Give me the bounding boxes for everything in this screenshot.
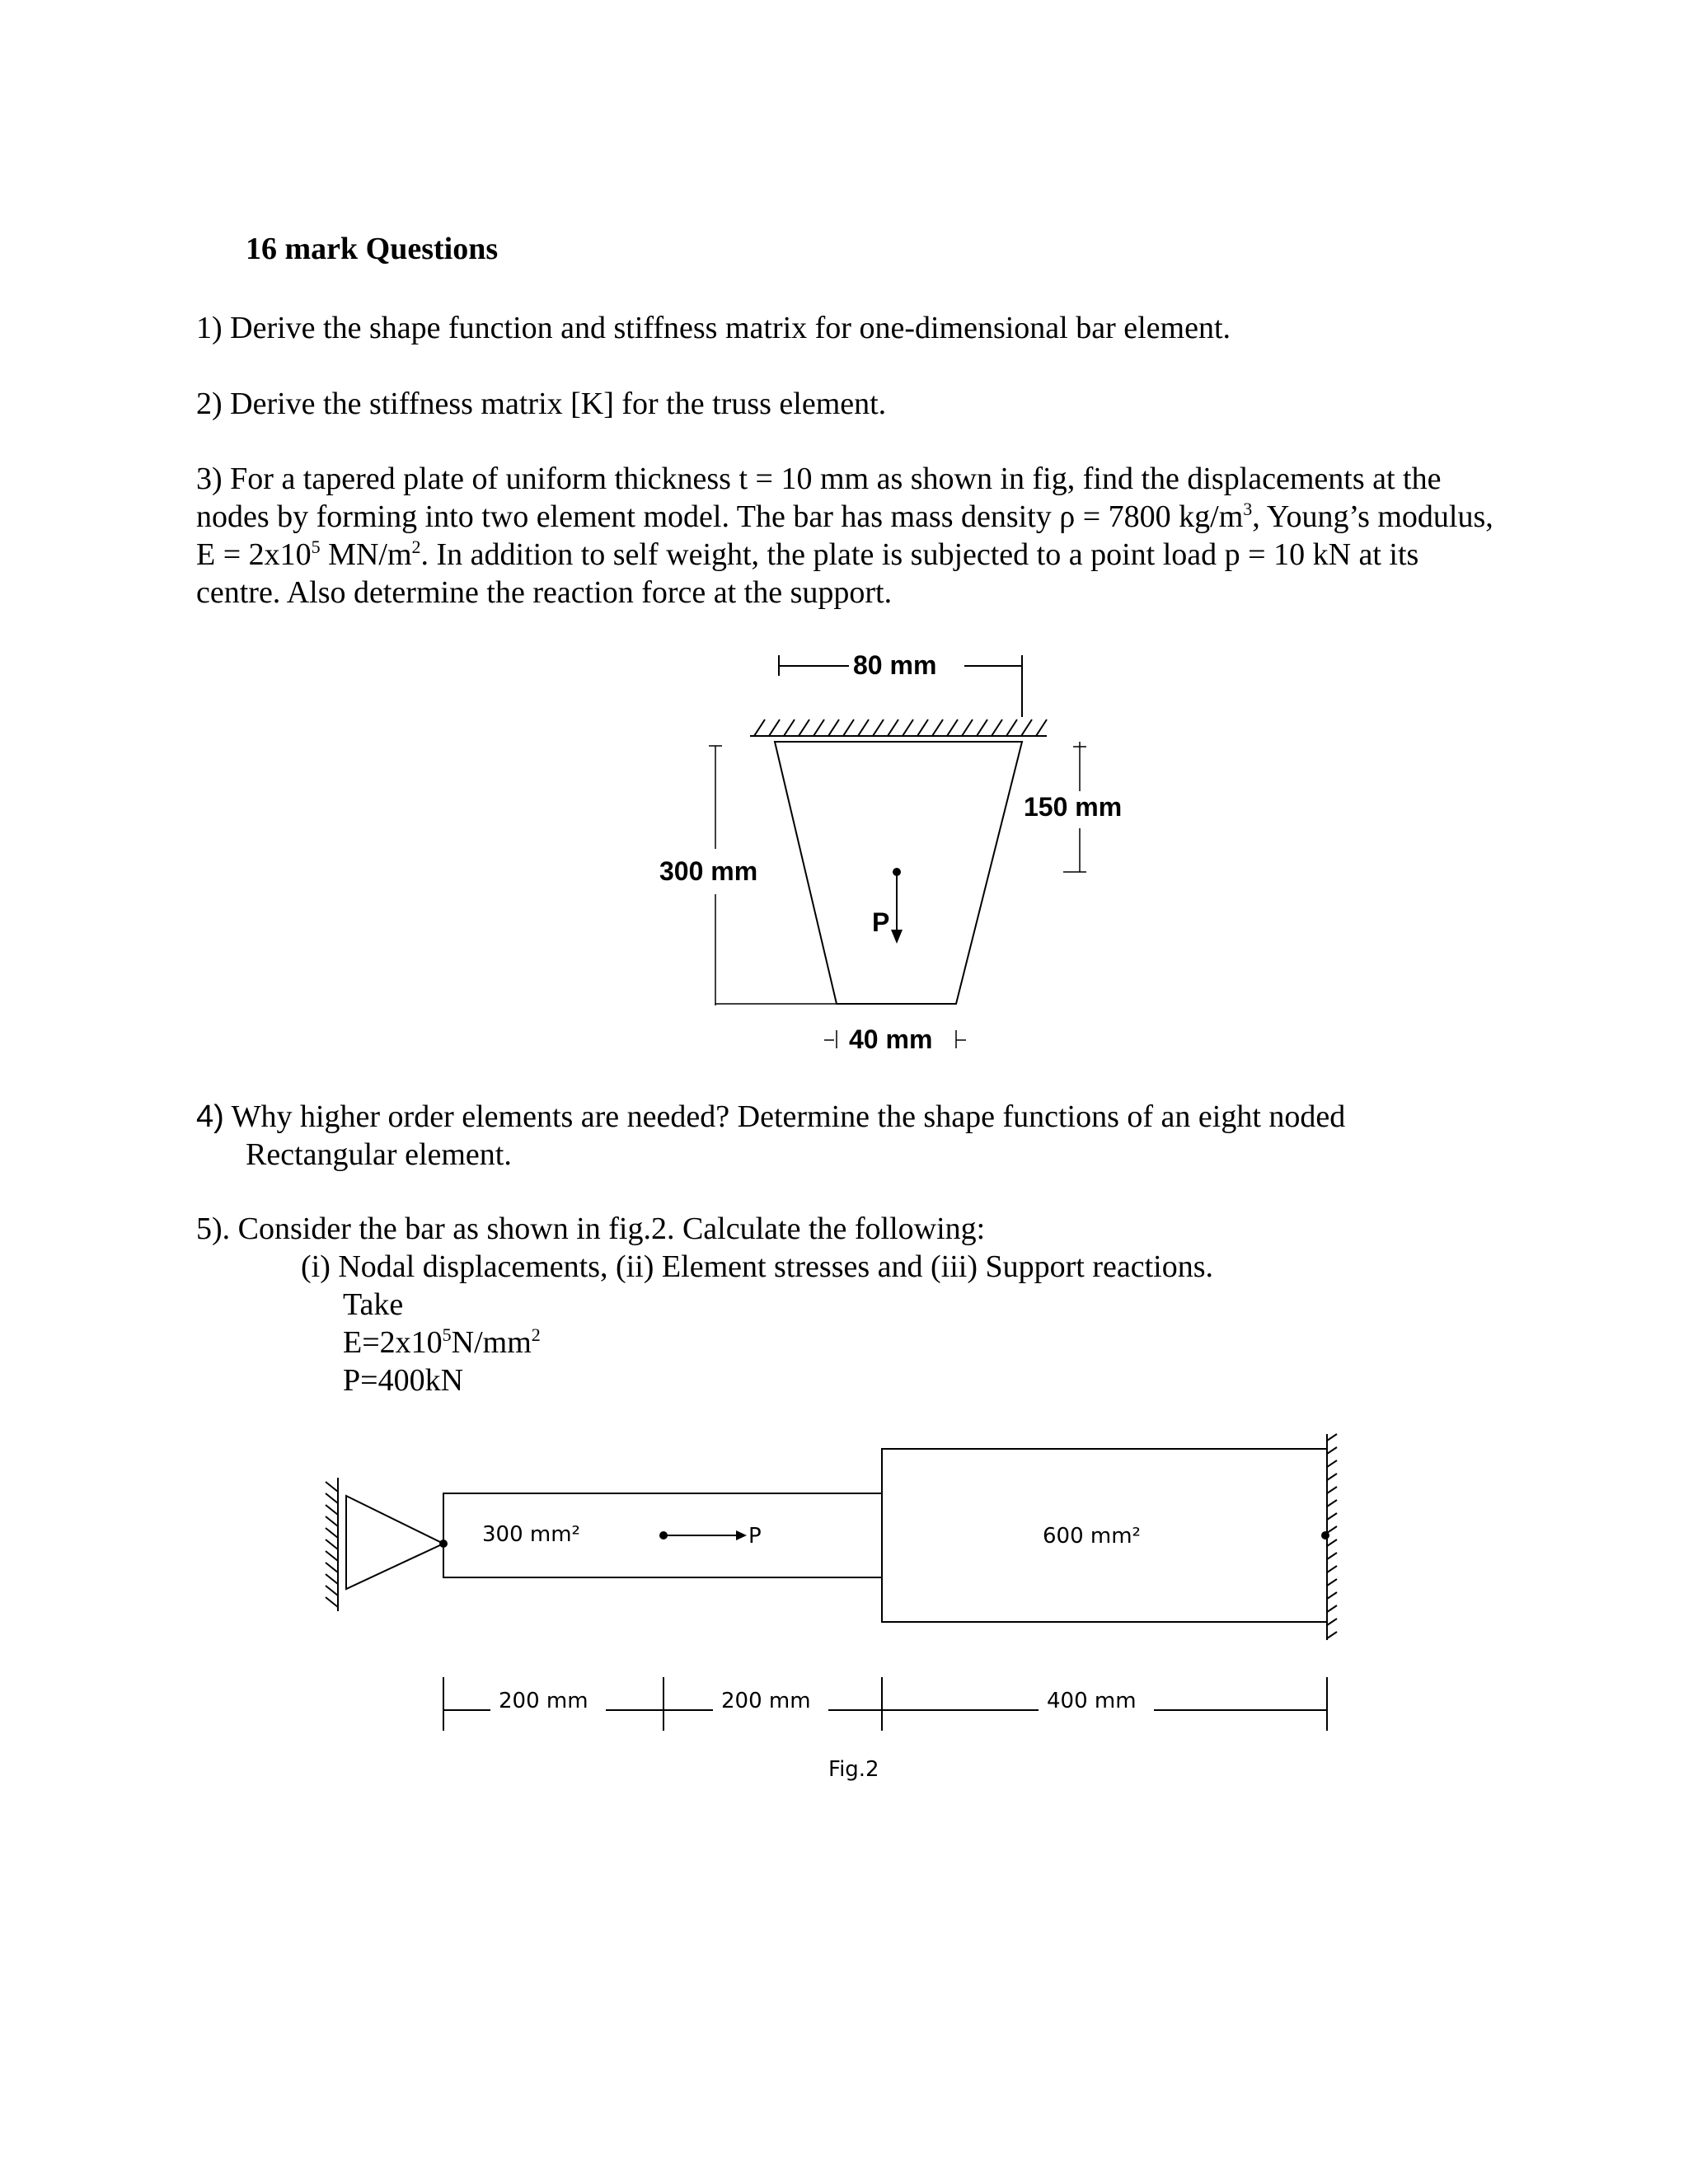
question-4-line-1: 4) Why higher order elements are needed? Determine the shape functions of an eight noded — [196, 1099, 1346, 1134]
right-node — [1321, 1531, 1329, 1540]
question-1: 1) Derive the shape function and stiffness matrix for one-dimensional bar element. — [196, 311, 1231, 345]
left-wall-support — [326, 1478, 338, 1611]
question-5-line-1: 5). Consider the bar as shown in fig.2. Calculate the following: — [196, 1212, 986, 1246]
pin-support-triangle — [346, 1496, 443, 1589]
label-dim-1: 200 mm — [499, 1689, 588, 1713]
figure-caption: Fig.2 — [828, 1757, 879, 1782]
label-area-left: 300 mm² — [482, 1522, 580, 1547]
question-3-line-2: nodes by forming into two element model. The bar has mass density ρ = 7800 $kg/m^3$, Young’s modulus, — [196, 499, 1493, 534]
label-load-p: P — [872, 907, 890, 937]
label-axial-load: P — [748, 1524, 762, 1549]
label-dim-3: 400 mm — [1047, 1689, 1137, 1713]
label-dim-2: 200 mm — [721, 1689, 811, 1713]
question-2: 2) Derive the stiffness matrix [K] for the truss element. — [196, 387, 887, 421]
question-3-line-1: 3) For a tapered plate of uniform thickness t = 10 mm as shown in fig, find the displacements at the — [196, 462, 1442, 496]
axial-load-arrow — [659, 1530, 747, 1540]
label-bottom-width: 40 mm — [849, 1024, 933, 1054]
label-top-width: 80 mm — [853, 650, 937, 680]
question-5-line-2: (i) Nodal displacements, (ii) Element stresses and (iii) Support reactions. — [301, 1249, 1213, 1284]
question-5-line-4: $E=2x10^5N/mm^2$ — [343, 1324, 541, 1360]
section-heading: 16 mark Questions — [246, 232, 499, 266]
label-total-height: 300 mm — [659, 856, 758, 886]
question-4-line-2: Rectangular element. — [246, 1137, 512, 1172]
label-half-height: 150 mm — [1024, 792, 1123, 822]
question-3-line-3: $E = 2x10^5$ $MN/m^2$. In addition to self weight, the plate is subjected to a point load p = 10 kN at its — [196, 537, 1419, 572]
question-3-line-4: centre. Also determine the reaction force at the support. — [196, 575, 893, 610]
label-area-right: 600 mm² — [1043, 1524, 1141, 1549]
question-5-line-5: P=400kN — [343, 1363, 464, 1398]
question-5-line-3: Take — [343, 1287, 404, 1322]
